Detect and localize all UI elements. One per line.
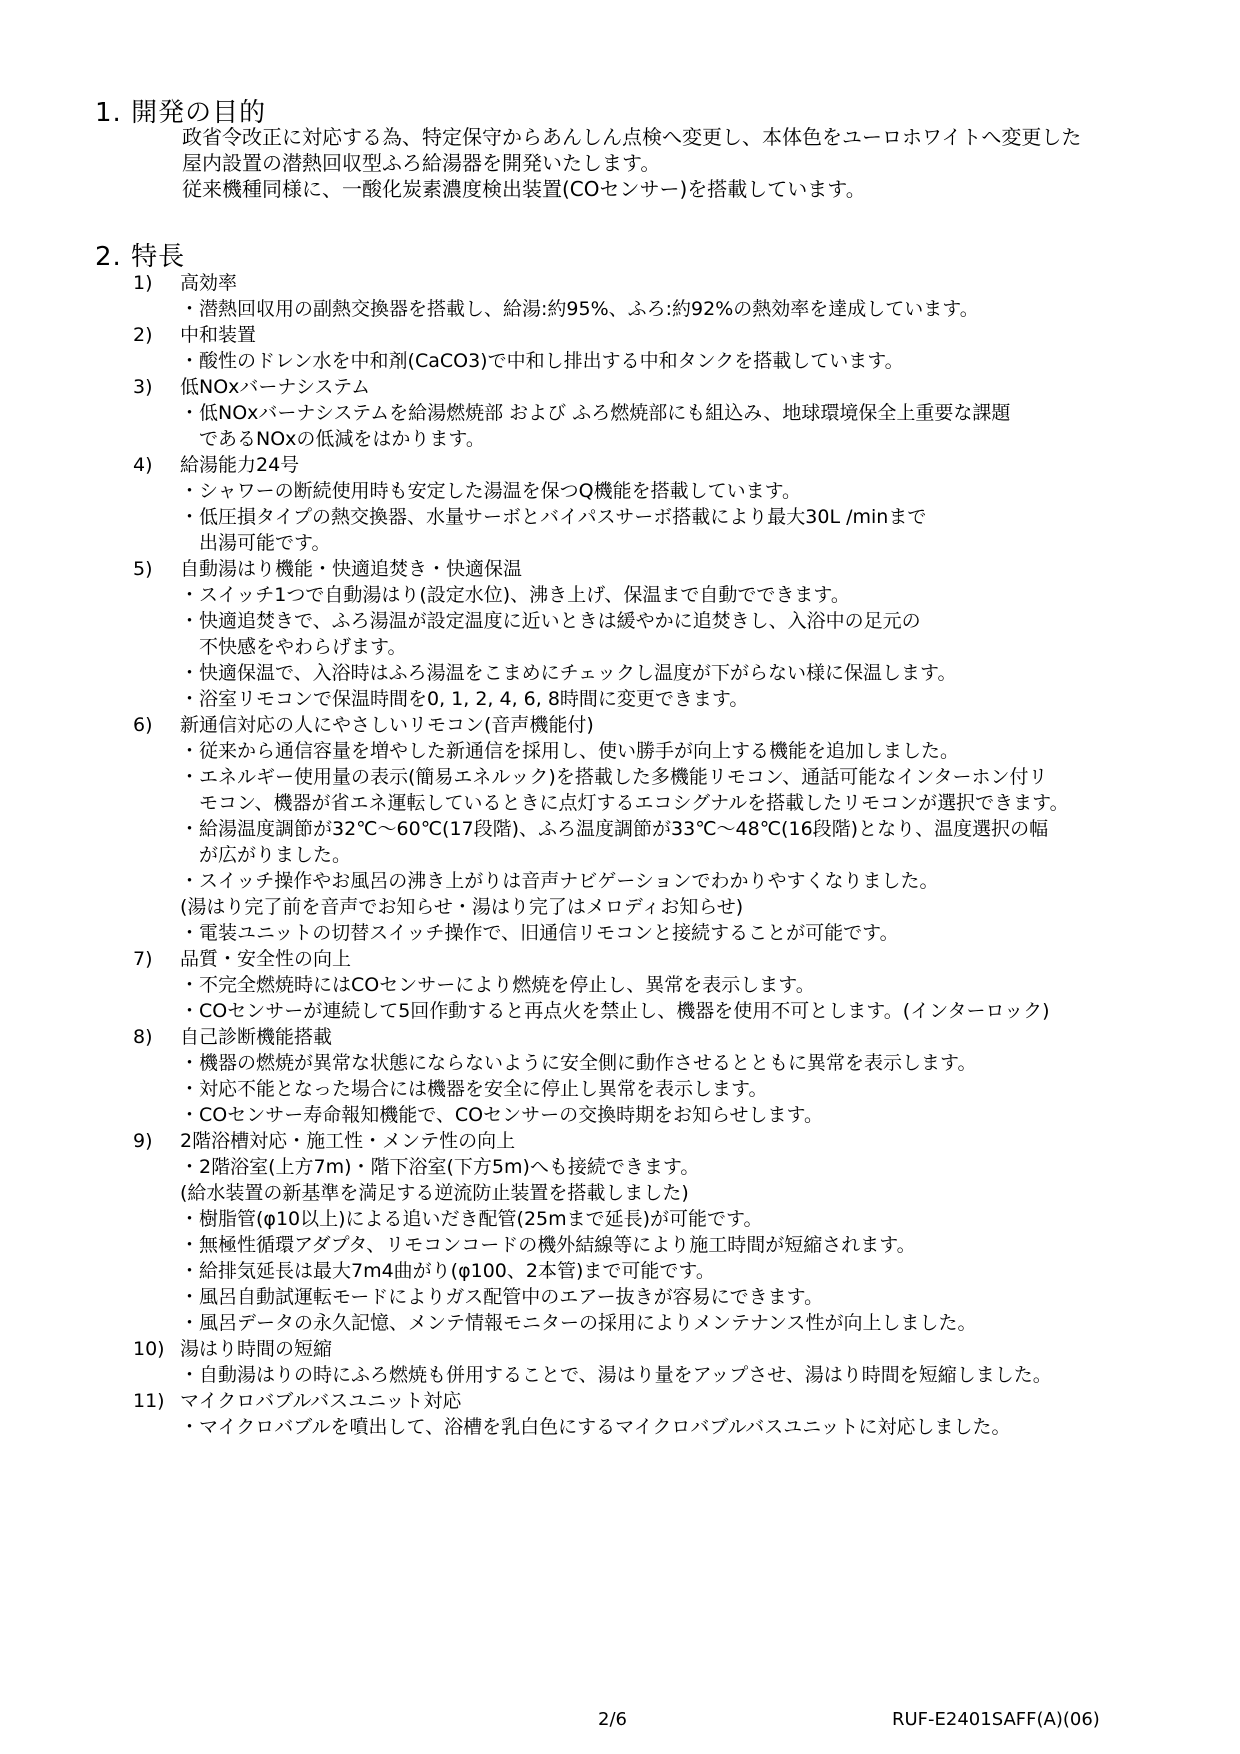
feature-item	[0, 1128, 1240, 1336]
feature-line: ・機器の燃焼が異常な状態にならないように安全側に動作させるとともに異常を表示します。	[180, 1052, 977, 1074]
feature-number: 2)	[133, 324, 153, 346]
feature-item	[0, 452, 1240, 556]
feature-line: ・風呂データの永久記憶、メンテ情報モニターの採用によりメンテナンス性が向上しました。	[180, 1312, 977, 1334]
feature-number: 11)	[133, 1390, 165, 1412]
feature-line: ・エネルギー使用量の表示(簡易エネルック)を搭載した多機能リモコン、通話可能なインターホン付リ	[180, 766, 1048, 788]
feature-title: マイクロバブルバスユニット対応	[180, 1390, 462, 1412]
feature-number: 1)	[133, 272, 153, 294]
feature-line: 不快感をやわらげます。	[180, 636, 407, 658]
feature-list	[0, 270, 1240, 1440]
feature-line: ・スイッチ操作やお風呂の沸き上がりは音声ナビゲーションでわかりやすくなりました。	[180, 870, 939, 892]
feature-number: 10)	[133, 1338, 165, 1360]
section-1-title: 1. 開発の目的	[95, 98, 267, 128]
feature-line: ・快適保温で、入浴時はふろ湯温をこまめにチェックし温度が下がらない様に保温します。	[180, 662, 957, 684]
feature-line: ・COセンサー寿命報知機能で、COセンサーの交換時期をお知らせします。	[180, 1104, 823, 1126]
feature-item	[0, 322, 1240, 374]
feature-line: が広がりました。	[180, 844, 352, 866]
feature-line: ・風呂自動試運転モードによりガス配管中のエアー抜きが容易にできます。	[180, 1286, 824, 1308]
feature-title: 湯はり時間の短縮	[180, 1338, 333, 1360]
feature-line: ・COセンサーが連続して5回作動すると再点火を禁止し、機器を使用不可とします。(インターロック)	[180, 1000, 1050, 1022]
feature-line: ・シャワーの断続使用時も安定した湯温を保つQ機能を搭載しています。	[180, 480, 802, 502]
feature-line: ・潜熱回収用の副熱交換器を搭載し、給湯:約95%、ふろ:約92%の熱効率を達成しています。	[180, 298, 979, 320]
feature-item	[0, 374, 1240, 452]
feature-line: (給水装置の新基準を満足する逆流防止装置を搭載しました)	[180, 1182, 689, 1204]
feature-item	[0, 556, 1240, 712]
feature-line: ・不完全燃焼時にはCOセンサーにより燃焼を停止し、異常を表示します。	[180, 974, 815, 996]
feature-number: 9)	[133, 1130, 153, 1152]
feature-title: 中和装置	[180, 324, 257, 346]
feature-line: モコン、機器が省エネ運転しているときに点灯するエコシグナルを搭載したリモコンが選択できます。	[180, 792, 1069, 814]
feature-item	[0, 946, 1240, 1024]
feature-line: ・快適追焚きで、ふろ湯温が設定温度に近いときは緩やかに追焚きし、入浴中の足元の	[180, 610, 921, 632]
feature-item	[0, 1388, 1240, 1440]
feature-number: 5)	[133, 558, 153, 580]
feature-title: 給湯能力24号	[180, 454, 300, 476]
feature-line: ・マイクロバブルを噴出して、浴槽を乳白色にするマイクロバブルバスユニットに対応しました。	[180, 1416, 1011, 1438]
feature-line: (湯はり完了前を音声でお知らせ・湯はり完了はメロディお知らせ)	[180, 896, 744, 918]
section-2-title: 2. 特長	[95, 242, 186, 272]
model-number: RUF-E2401SAFF(A)(06)	[892, 1709, 1100, 1730]
feature-line: ・低圧損タイプの熱交換器、水量サーボとバイパスサーボ搭載により最大30L /minまで	[180, 506, 927, 528]
feature-number: 3)	[133, 376, 153, 398]
feature-title: 品質・安全性の向上	[180, 948, 352, 970]
feature-title: 低NOxバーナシステム	[180, 376, 371, 398]
feature-item	[0, 712, 1240, 946]
feature-item	[0, 1336, 1240, 1388]
feature-line: ・給排気延長は最大7m4曲がり(φ100、2本管)まで可能です。	[180, 1260, 715, 1282]
feature-line: ・無極性循環アダプタ、リモコンコードの機外結線等により施工時間が短縮されます。	[180, 1234, 916, 1256]
section-1-line: 屋内設置の潜熱回収型ふろ給湯器を開発いたします。	[182, 151, 661, 175]
feature-line: ・給湯温度調節が32℃～60℃(17段階)、ふろ温度調節が33℃～48℃(16段階)となり、温度選択の幅	[180, 818, 1049, 840]
feature-number: 4)	[133, 454, 153, 476]
feature-item	[0, 1024, 1240, 1128]
feature-title: 2階浴槽対応・施工性・メンテ性の向上	[180, 1130, 516, 1152]
feature-line: ・浴室リモコンで保温時間を0, 1, 2, 4, 6, 8時間に変更できます。	[180, 688, 749, 710]
feature-number: 6)	[133, 714, 153, 736]
section-1-line: 従来機種同様に、一酸化炭素濃度検出装置(COセンサー)を搭載しています。	[182, 177, 866, 201]
feature-item	[0, 270, 1240, 322]
feature-line: ・低NOxバーナシステムを給湯燃焼部 および ふろ燃焼部にも組込み、地球環境保全上重要な課題	[180, 402, 1011, 424]
feature-title: 自己診断機能搭載	[180, 1026, 333, 1048]
feature-line: ・2階浴室(上方7m)・階下浴室(下方5m)へも接続できます。	[180, 1156, 700, 1178]
feature-line: ・自動湯はりの時にふろ燃焼も併用することで、湯はり量をアップさせ、湯はり時間を短縮しました。	[180, 1364, 1052, 1386]
feature-line: ・酸性のドレン水を中和剤(CaCO3)で中和し排出する中和タンクを搭載しています。	[180, 350, 904, 372]
feature-line: ・スイッチ1つで自動湯はり(設定水位)、沸き上げ、保温まで自動でできます。	[180, 584, 850, 606]
section-1-line: 政省令改正に対応する為、特定保守からあんしん点検へ変更し、本体色をユーロホワイトへ変更した	[182, 125, 1082, 149]
feature-line: 出湯可能です。	[180, 532, 331, 554]
feature-line: ・電装ユニットの切替スイッチ操作で、旧通信リモコンと接続することが可能です。	[180, 922, 899, 944]
feature-line: であるNOxの低減をはかります。	[180, 428, 485, 450]
feature-title: 新通信対応の人にやさしいリモコン(音声機能付)	[180, 714, 594, 736]
feature-line: ・樹脂管(φ10以上)による追いだき配管(25mまで延長)が可能です。	[180, 1208, 763, 1230]
feature-number: 7)	[133, 948, 153, 970]
page-number: 2/6	[598, 1709, 627, 1730]
feature-line: ・対応不能となった場合には機器を安全に停止し異常を表示します。	[180, 1078, 768, 1100]
feature-line: ・従来から通信容量を増やした新通信を採用し、使い勝手が向上する機能を追加しました。	[180, 740, 960, 762]
section-1-body	[182, 124, 1182, 202]
feature-title: 高効率	[180, 272, 238, 294]
feature-title: 自動湯はり機能・快適追焚き・快適保温	[180, 558, 523, 580]
feature-number: 8)	[133, 1026, 153, 1048]
